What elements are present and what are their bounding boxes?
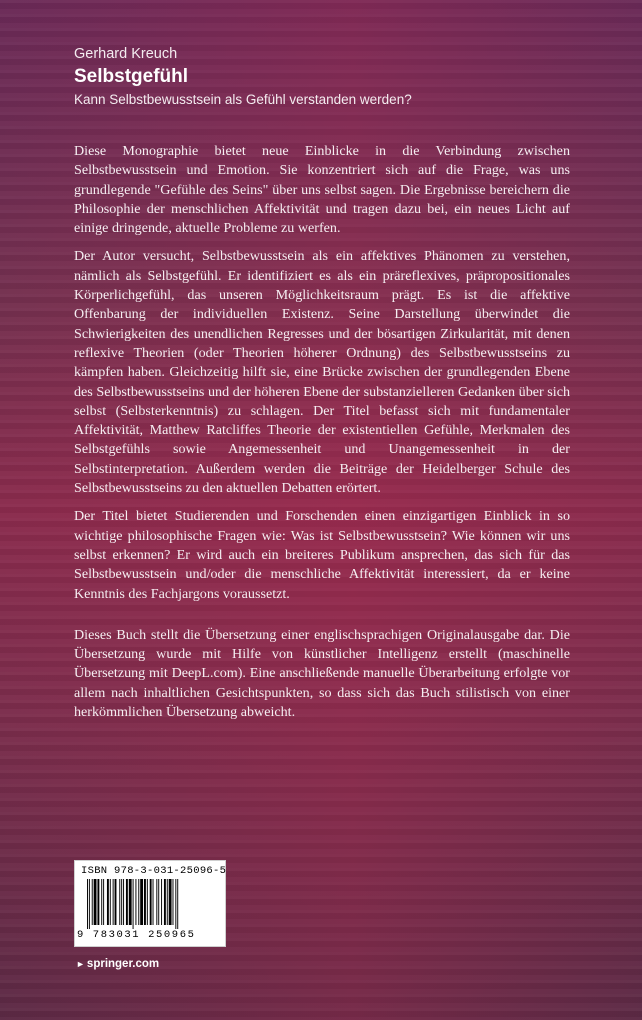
publisher-url-text: springer.com bbox=[86, 958, 160, 970]
blurb-paragraph-2: Der Autor versucht, Selbstbewusstsein als ein affektives Phänomen zu verstehen, nämlich als Selbstgefühl. Er identifiziert es als ein präreflexives, präpropositionales Körperlichgefühl, das unseren Möglichkeitsraum prägt. Es ist die affektive Offenbarung der individuellen Existenz. Seine Darstellung überwindet die Schwierigkeiten des unendlichen Regresses und der bösartigen Zirkularität, mit denen reflexive Theorien (oder Theorien höherer Ordnung) des Selbstbewusstseins zu kämpfen haben. Gleichzeitig hilft sie, eine Brücke zwischen der grundlegenden Ebene des Selbstbewusstseins und der höheren Ebene der substanzielleren Gedanken über sich selbst (Selbsterkenntnis) zu schlagen. Der Titel befasst sich mit fundamentaler Affektivität, Matthew Ratcliffes Theorie der existentiellen Gefühle, Merkmalen des Selbstgefühls sowie Angemessenheit und Unangemessenheit in der Selbstinterpretation. Außerdem werden die Beiträge der Heidelberger Schule des Selbstbewusstseins zu den aktuellen Debatten erörtert. bbox=[74, 248, 570, 497]
barcode-bar bbox=[156, 879, 157, 925]
barcode-bars bbox=[87, 879, 217, 929]
barcode-bar bbox=[115, 879, 117, 925]
barcode-bar bbox=[103, 879, 104, 925]
barcode-bar bbox=[167, 879, 168, 925]
barcode-bar bbox=[94, 879, 97, 925]
barcode-bar bbox=[107, 879, 109, 925]
blurb-text bbox=[74, 142, 570, 731]
barcode-bar bbox=[175, 879, 176, 929]
arrow-icon: ► bbox=[76, 959, 85, 969]
barcode-bar bbox=[101, 879, 102, 925]
barcode-bar bbox=[119, 879, 120, 925]
barcode-bar bbox=[138, 879, 139, 925]
book-subtitle: Kann Selbstbewusstsein als Gefühl verstanden werden? bbox=[74, 92, 412, 107]
barcode-bar bbox=[150, 879, 152, 925]
barcode-bar bbox=[129, 879, 132, 925]
barcode-bar bbox=[87, 879, 88, 929]
barcode-bar bbox=[110, 879, 111, 925]
author-name: Gerhard Kreuch bbox=[74, 46, 178, 62]
barcode-bar bbox=[135, 879, 136, 925]
barcode-bar bbox=[177, 879, 178, 929]
barcode-bar bbox=[169, 879, 172, 925]
barcode-bar bbox=[158, 879, 159, 925]
translation-note: Dieses Buch stellt die Übersetzung einer englischsprachigen Originalausgabe dar. Die Übersetzung wurde mit Hilfe von künstlicher Intelligenz erstellt (maschinelle Übersetzung mit DeepL.com). Eine anschließende manuelle Überarbeitung erfolgte vor allem nach inhaltlichen Gesichtspunkten, so dass sich das Buch stilistisch von einer herkömmlichen Übersetzung abweicht. bbox=[74, 626, 570, 721]
isbn-label: ISBN 978-3-031-25096-5 bbox=[81, 865, 227, 877]
ean-digits: 9 783031 250965 bbox=[77, 929, 196, 941]
barcode-graphic bbox=[87, 879, 217, 929]
barcode-bar bbox=[173, 879, 174, 925]
barcode-bar bbox=[113, 879, 114, 925]
barcode-bar bbox=[144, 879, 146, 925]
isbn-barcode bbox=[74, 860, 226, 947]
barcode-bar bbox=[140, 879, 143, 925]
barcode-bar bbox=[126, 879, 128, 925]
barcode-bar bbox=[133, 879, 134, 929]
barcode-bar bbox=[123, 879, 124, 925]
barcode-bar bbox=[164, 879, 166, 925]
barcode-bar bbox=[97, 879, 99, 925]
barcode-bar bbox=[161, 879, 162, 925]
blurb-paragraph-3: Der Titel bietet Studierenden und Forschenden einen einzigartigen Einblick in so wichtige philosophische Fragen wie: Was ist Selbstbewusstsein? Wie können wir uns selbst erkennen? Er wird auch ein breiteres Publikum ansprechen, das sich für das Selbstbewusstsein und/oder die menschliche Affektivität interessiert, da er keine Kenntnis des Fachjargons voraussetzt. bbox=[74, 508, 570, 602]
book-title: Selbstgefühl bbox=[74, 66, 189, 87]
barcode-bar bbox=[89, 879, 90, 929]
barcode-bar bbox=[147, 879, 148, 925]
barcode-bar bbox=[153, 879, 154, 925]
barcode-bar bbox=[121, 879, 122, 925]
barcode-bar bbox=[92, 879, 93, 925]
publisher-url bbox=[76, 958, 159, 970]
blurb-paragraph-1: Diese Monographie bietet neue Einblicke in die Verbindung zwischen Selbstbewusstsein und Emotion. Sie konzentriert sich auf die Frage, was uns grundlegende "Gefühle des Seins" über uns selbst sagen. Die Ergebnisse bereichern die Philosophie der menschlichen Affektivität und tragen dazu bei, ein neues Licht auf einige dringende, aktuelle Probleme zu werfen. bbox=[74, 143, 570, 237]
